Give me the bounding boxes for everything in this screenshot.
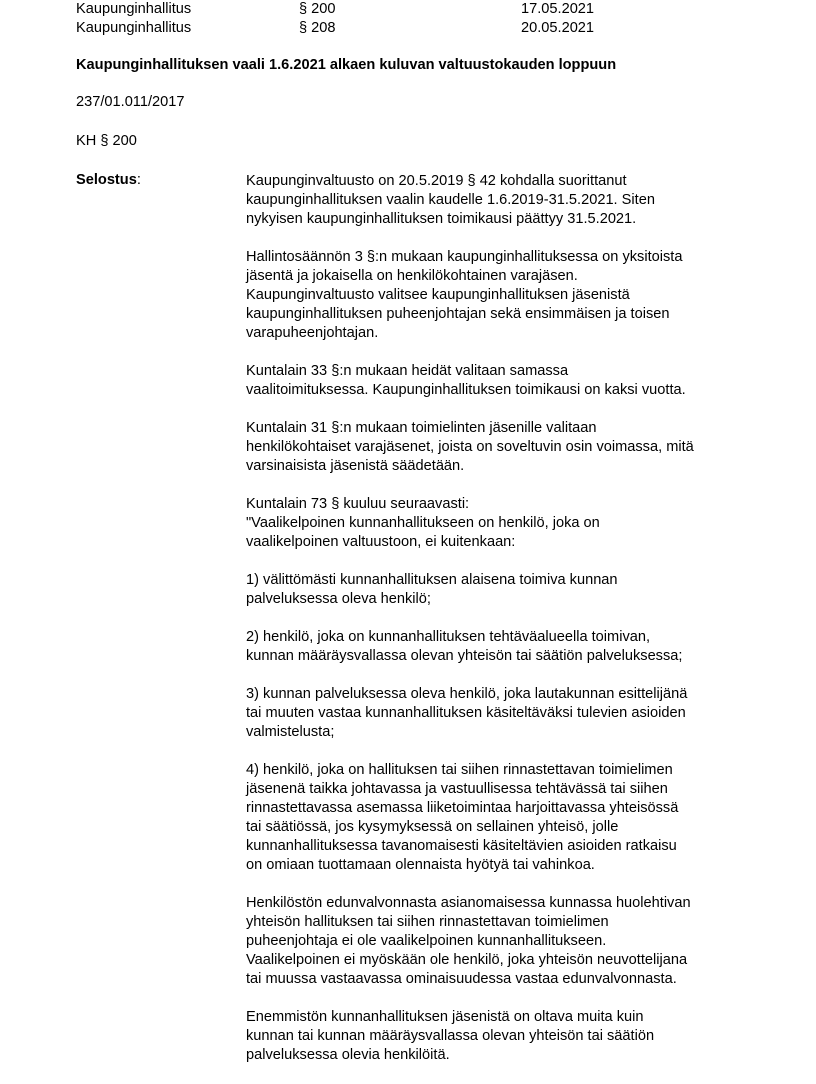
- paragraph-line: on omiaan tuottamaan olennaista hyötyä tai vahinkoa.: [246, 857, 595, 873]
- meeting-date: 20.05.2021: [521, 20, 595, 36]
- paragraph-line: valmistelusta;: [246, 724, 335, 740]
- paragraph-line: 4) henkilö, joka on hallituksen tai siihen rinnastettavan toimielimen: [246, 762, 673, 778]
- body-paragraph: [246, 419, 756, 476]
- body-paragraph: [246, 628, 756, 666]
- paragraph-line: jäsenenä taikka johtavassa ja vastuullisessa tehtävässä tai siihen: [246, 781, 668, 797]
- paragraph-line: varsinaisista jäsenistä säädetään.: [246, 458, 465, 474]
- paragraph-line: yhteisön hallituksen tai siihen rinnastettavan toimielimen: [246, 914, 609, 930]
- section-label-text: Selostus: [76, 172, 137, 188]
- body-paragraph: [246, 172, 756, 229]
- paragraph-line: tai säätiössä, jos kysymyksessä on sellainen yhteisö, jolle: [246, 819, 619, 835]
- meeting-body: Kaupunginhallitus: [76, 1, 192, 17]
- body-paragraph: [246, 685, 756, 742]
- paragraph-line: kunnan tai kunnan määräysvallassa olevan yhteisön tai säätiön: [246, 1028, 655, 1044]
- paragraph-line: 2) henkilö, joka on kunnanhallituksen tehtäväalueella toimivan,: [246, 629, 651, 645]
- paragraph-line: palveluksessa olevia henkilöitä.: [246, 1047, 450, 1063]
- paragraph-line: puheenjohtaja ei ole vaalikelpoinen kunnanhallitukseen.: [246, 933, 607, 949]
- meeting-paragraph: § 200: [299, 1, 336, 17]
- section-label-colon: :: [136, 172, 141, 188]
- section-label: [76, 172, 141, 189]
- meeting-paragraph: § 208: [299, 20, 336, 36]
- paragraph-line: rinnastettavassa asemassa liiketoimintaa harjoittavassa yhteisössä: [246, 800, 679, 816]
- paragraph-line: kaupunginhallituksen puheenjohtajan sekä ensimmäisen ja toisen: [246, 306, 670, 322]
- paragraph-line: Vaalikelpoinen ei myöskään ole henkilö, joka yhteisön neuvottelijana: [246, 952, 688, 968]
- paragraph-line: 3) kunnan palveluksessa oleva henkilö, joka lautakunnan esittelijänä: [246, 686, 688, 702]
- paragraph-line: kunnanhallituksessa tavanomaisesti käsiteltävien asioiden ratkaisu: [246, 838, 677, 854]
- body-paragraph: [246, 248, 756, 343]
- paragraph-line: kunnan määräysvallassa olevan yhteisön tai säätiön palveluksessa;: [246, 648, 683, 664]
- paragraph-line: Kuntalain 73 § kuuluu seuraavasti:: [246, 496, 470, 512]
- paragraph-line: Henkilöstön edunvalvonnasta asianomaisessa kunnassa huolehtivan: [246, 895, 691, 911]
- paragraph-line: nykyisen kaupunginhallituksen toimikausi päättyy 31.5.2021.: [246, 211, 637, 227]
- document-title: Kaupunginhallituksen vaali 1.6.2021 alkaen kuluvan valtuustokauden loppuun: [76, 57, 617, 73]
- body-paragraph: [246, 1008, 756, 1065]
- paragraph-line: tai muuten vastaa kunnanhallituksen käsiteltäväksi tulevien asioiden: [246, 705, 686, 721]
- paragraph-line: Enemmistön kunnanhallituksen jäsenistä on oltava muita kuin: [246, 1009, 644, 1025]
- section-body: [246, 172, 756, 1084]
- body-paragraph: [246, 571, 756, 609]
- body-paragraph: [246, 495, 756, 552]
- body-paragraph: [246, 761, 756, 875]
- body-paragraph: [246, 362, 756, 400]
- paragraph-line: Kaupunginvaltuusto on 20.5.2019 § 42 kohdalla suorittanut: [246, 173, 627, 189]
- paragraph-line: Kuntalain 31 §:n mukaan toimielinten jäsenille valitaan: [246, 420, 597, 436]
- paragraph-line: "Vaalikelpoinen kunnanhallitukseen on henkilö, joka on: [246, 515, 600, 531]
- paragraph-line: varapuheenjohtajan.: [246, 325, 379, 341]
- paragraph-line: 1) välittömästi kunnanhallituksen alaisena toimiva kunnan: [246, 572, 618, 588]
- meeting-body: Kaupunginhallitus: [76, 20, 192, 36]
- body-paragraph: [246, 894, 756, 989]
- paragraph-line: henkilökohtaiset varajäsenet, joista on soveltuvin osin voimassa, mitä: [246, 439, 694, 455]
- paragraph-line: Kuntalain 33 §:n mukaan heidät valitaan samassa: [246, 363, 569, 379]
- diary-number: 237/01.011/2017: [76, 94, 185, 110]
- meeting-date: 17.05.2021: [521, 1, 595, 17]
- paragraph-line: Hallintosäännön 3 §:n mukaan kaupunginhallituksessa on yksitoista: [246, 249, 683, 265]
- paragraph-line: tai muussa vastaavassa ominaisuudessa vastaa edunvalvonnasta.: [246, 971, 677, 987]
- paragraph-line: palveluksessa oleva henkilö;: [246, 591, 431, 607]
- paragraph-line: jäsentä ja jokaisella on henkilökohtainen varajäsen.: [246, 268, 578, 284]
- paragraph-line: Kaupunginvaltuusto valitsee kaupunginhallituksen jäsenistä: [246, 287, 630, 303]
- paragraph-line: vaalikelpoinen valtuustoon, ei kuitenkaan:: [246, 534, 516, 550]
- paragraph-line: vaalitoimituksessa. Kaupunginhallituksen toimikausi on kaksi vuotta.: [246, 382, 686, 398]
- paragraph-line: kaupunginhallituksen vaalin kaudelle 1.6.2019-31.5.2021. Siten: [246, 192, 655, 208]
- kh-reference: KH § 200: [76, 133, 137, 149]
